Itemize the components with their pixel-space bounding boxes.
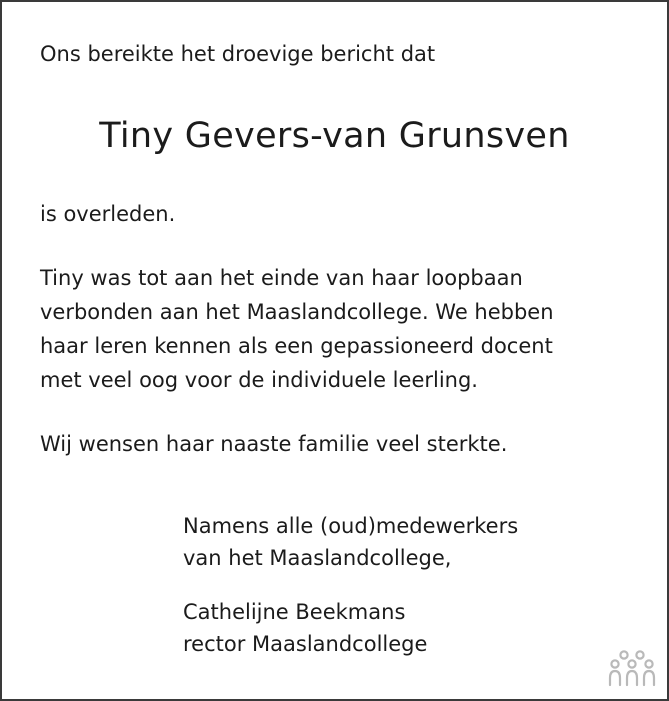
signature-person (183, 596, 427, 660)
signature-line: van het Maaslandcollege, (183, 546, 452, 570)
people-group-icon (607, 647, 657, 687)
intro-text: Ons bereikte het droevige bericht dat (40, 42, 436, 66)
signature-line: Namens alle (oud)medewerkers (183, 514, 519, 538)
body-line: Tiny was tot aan het einde van haar loopbaan (40, 266, 523, 290)
body-paragraph (40, 261, 554, 397)
body-line: haar leren kennen als een gepassioneerd docent (40, 334, 553, 358)
deceased-name: Tiny Gevers-van Grunsven (99, 116, 570, 156)
status-text: is overleden. (40, 202, 176, 226)
signatory-name: Cathelijne Beekmans (183, 600, 406, 624)
condolence-text: Wij wensen haar naaste familie veel sterkte. (40, 432, 508, 456)
body-line: met veel oog voor de individuele leerling. (40, 368, 478, 392)
signature-group (183, 510, 518, 574)
signatory-title: rector Maaslandcollege (183, 632, 428, 656)
body-line: verbonden aan het Maaslandcollege. We hebben (40, 300, 554, 324)
